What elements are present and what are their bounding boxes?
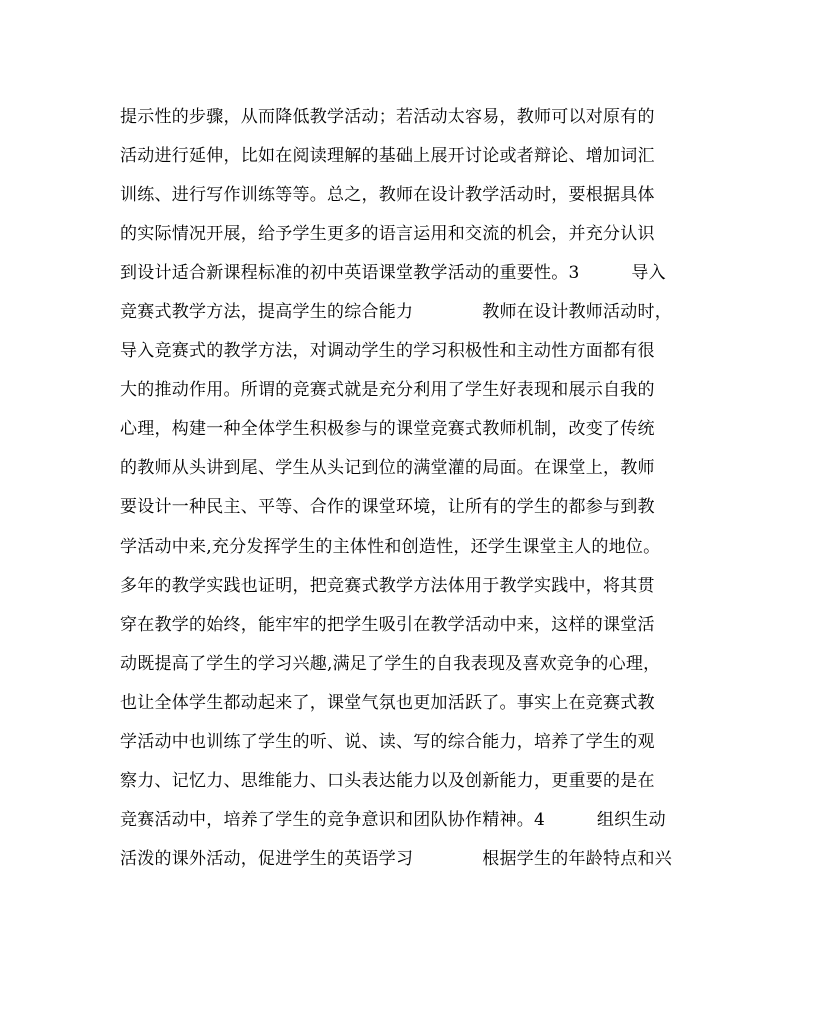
text-line: 竞赛活动中，培养了学生的竞争意识和团队协作精神。4 组织生动: [120, 809, 666, 830]
text-line: 察力、记忆力、思维能力、口头表达能力以及创新能力，更重要的是在: [120, 770, 655, 791]
text-line: 要设计一种民主、平等、合作的课堂环境，让所有的学生的都参与到教: [120, 497, 655, 518]
text-line: 多年的教学实践也证明，把竞赛式教学方法体用于教学实践中，将其贯: [120, 575, 655, 596]
text-line: 活动进行延伸，比如在阅读理解的基础上展开讨论或者辩论、增加词汇: [120, 146, 655, 167]
text-line: 竞赛式教学方法，提高学生的综合能力 教师在设计教师活动时，: [120, 302, 672, 323]
text-line: 动既提高了学生的学习兴趣,满足了学生的自我表现及喜欢竞争的心理，: [120, 653, 661, 674]
text-line: 到设计适合新课程标准的初中英语课堂教学活动的重要性。3 导入: [120, 263, 666, 284]
text-line: 大的推动作用。所谓的竞赛式就是充分利用了学生好表现和展示自我的: [120, 380, 655, 401]
text-line: 学活动中也训练了学生的听、说、读、写的综合能力，培养了学生的观: [120, 731, 655, 752]
text-line: 活泼的课外活动，促进学生的英语学习 根据学生的年龄特点和兴: [120, 848, 672, 869]
text-line: 的实际情况开展，给予学生更多的语言运用和交流的机会，并充分认识: [120, 224, 655, 245]
text-line: 也让全体学生都动起来了，课堂气氛也更加活跃了。事实上在竞赛式教: [120, 692, 655, 713]
text-line: 训练、进行写作训练等等。总之，教师在设计教学活动时，要根据具体: [120, 185, 655, 206]
text-line: 的教师从头讲到尾、学生从头记到位的满堂灌的局面。在课堂上，教师: [120, 458, 655, 479]
text-line: 心理，构建一种全体学生积极参与的课堂竞赛式教师机制，改变了传统: [120, 419, 655, 440]
text-line: 提示性的步骤，从而降低教学活动；若活动太容易，教师可以对原有的: [120, 107, 655, 127]
text-line: 穿在教学的始终，能牢牢的把学生吸引在教学活动中来，这样的课堂活: [120, 614, 655, 635]
text-line: 导入竞赛式的教学方法，对调动学生的学习积极性和主动性方面都有很: [120, 341, 655, 362]
text-line: 学活动中来,充分发挥学生的主体性和创造性，还学生课堂主人的地位。: [120, 536, 661, 557]
body-text: [120, 98, 700, 879]
